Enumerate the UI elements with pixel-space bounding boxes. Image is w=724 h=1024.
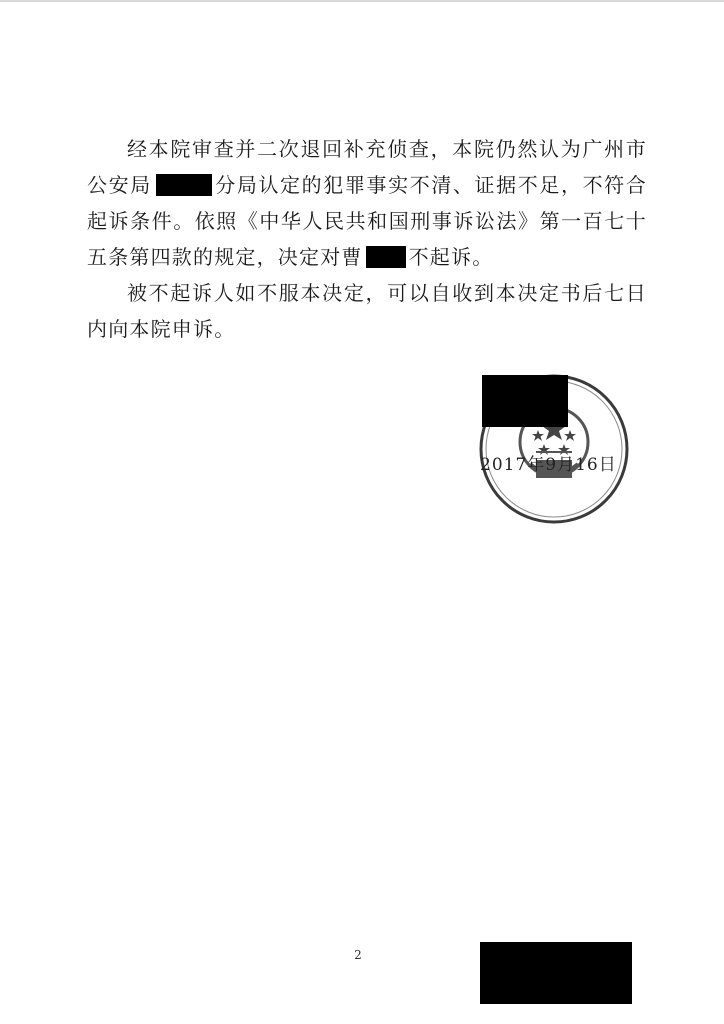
page-number: 2: [354, 948, 362, 962]
decision-text-part2: 分局认定的犯罪事实不清、证据不足，不符合起诉条件。依照《中华人民共和国刑事诉讼法》第一百七十五条第四款的规定，决定对曹: [87, 173, 647, 269]
official-seal: [470, 372, 640, 527]
seal-date: 2017年9月16日: [480, 455, 617, 475]
redaction-block-name: [366, 246, 406, 268]
seal-redaction-block: [482, 375, 568, 427]
appeal-paragraph: 被不起诉人如不服本决定，可以自收到本决定书后七日内向本院申诉。: [87, 281, 647, 341]
footer-redaction-block: [480, 942, 632, 1004]
scan-top-edge: [0, 0, 724, 2]
decision-text-part1: 经本院审查并二次退回补充侦查，本院仍然认为广州市公安局: [87, 137, 647, 197]
redaction-block-district: [156, 174, 212, 196]
decision-text-part3: 不起诉。: [408, 245, 494, 269]
decision-paragraph: [87, 131, 647, 275]
